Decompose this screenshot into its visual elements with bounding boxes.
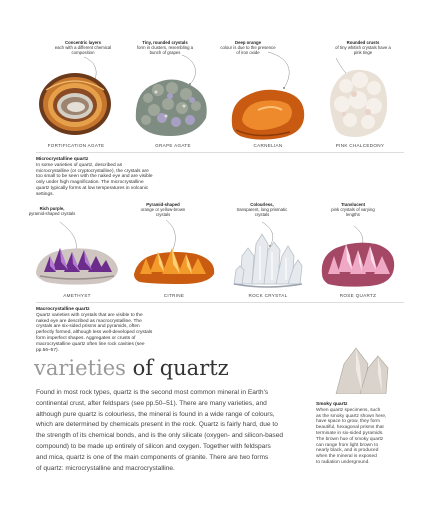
note-title: Deep orange bbox=[234, 40, 262, 45]
rock-crystal-image bbox=[232, 226, 304, 290]
note-text: form in clusters, resembling a bunch of grapes bbox=[136, 45, 194, 56]
heading-dark-part: of quartz bbox=[132, 356, 229, 380]
note-carnelian bbox=[220, 40, 276, 56]
label-fortification-agate: FORTIFICATION AGATE bbox=[47, 143, 105, 148]
note-rose-quartz bbox=[324, 202, 382, 218]
caption-title: Smoky quartz bbox=[316, 402, 348, 407]
note-text: each with a different chemical composition bbox=[54, 45, 112, 56]
heading-light-part: varieties bbox=[34, 356, 133, 380]
microcrystalline-section bbox=[36, 157, 156, 198]
fortification-agate-image bbox=[36, 70, 114, 138]
intro-line: although pure quartz is colourless, the mineral is found in a wide range of colours, bbox=[36, 410, 275, 418]
note-amethyst bbox=[26, 206, 78, 216]
note-title: Concentric layers bbox=[64, 40, 102, 45]
label-rock-crystal: ROCK CRYSTAL bbox=[248, 293, 288, 298]
label-pink-chalcedony: PINK CHALCEDONY bbox=[335, 143, 385, 148]
note-title: Rich purple, bbox=[39, 206, 65, 211]
caption-line: when the mineral is exposed bbox=[316, 454, 377, 460]
note-text: of tiny whitish crystals have a pink tinge bbox=[335, 45, 391, 56]
label-rose-quartz: ROSE QUARTZ bbox=[339, 293, 377, 298]
intro-line: compound) to be made up entirely of silicon and oxygen. Together with feldspars bbox=[36, 442, 271, 450]
intro-paragraph bbox=[36, 388, 316, 474]
note-title: Rounded crusts bbox=[346, 40, 380, 45]
intro-line: the strength of its chemical bonds, and is the only silicate (oxygen- and silicon-based bbox=[36, 432, 284, 440]
intro-line: Found in most rock types, quartz is the second most common mineral in Earth's bbox=[36, 389, 269, 396]
note-title: Tiny, rounded crystals bbox=[142, 40, 188, 45]
note-title: Translucent bbox=[340, 202, 366, 207]
label-carnelian: CARNELIAN bbox=[253, 143, 283, 148]
rose-quartz-image bbox=[318, 234, 398, 290]
caption-line: have space to grow, they form bbox=[316, 419, 380, 425]
note-text: pyramid-shaped crystals bbox=[28, 211, 76, 217]
macrocrystalline-section bbox=[36, 307, 156, 353]
amethyst-image bbox=[34, 238, 120, 288]
note-title: Colourless, bbox=[250, 202, 274, 207]
caption-line: can range from light brown to bbox=[316, 442, 379, 448]
divider bbox=[36, 302, 404, 303]
note-text: transparent, long prismatic crystals bbox=[236, 207, 288, 218]
caption-line: When quartz specimens, such bbox=[316, 407, 381, 413]
note-fortification-agate bbox=[52, 40, 114, 56]
note-text: orange or yellow-brown crystals bbox=[140, 207, 186, 218]
section-title: Microcrystalline quartz bbox=[36, 157, 89, 162]
smoky-quartz-caption bbox=[316, 402, 406, 466]
intro-line: which are determined by chemicals present in the rock. Quartz is fairly hard, due to bbox=[36, 421, 278, 429]
smoky-quartz-image bbox=[316, 340, 410, 394]
caption-line: nearly black, and is produced bbox=[316, 448, 379, 454]
note-title: Pyramid-shaped bbox=[146, 202, 180, 207]
label-grape-agate: GRAPE AGATE bbox=[155, 143, 191, 148]
caption-line: to radiation underground. bbox=[316, 459, 370, 465]
note-text: pink crystals of varying lengths bbox=[331, 207, 375, 218]
section-text: Quartz varieties with crystals that are visible to the naked eye are described as macrocrystalline. The crystals are six-sided prisms and pyramids, often perfectly formed, although less well-developed crystals form imperfect shapes. Aggregates or crusts of macrocrystalline quartz often line rock cavities (see pp.56–57). bbox=[36, 312, 153, 353]
caption-line: terminate in six-sided pyramids. bbox=[316, 430, 384, 436]
intro-line: continental crust, after feldspars (see pp.50–51). There are many varieties, and bbox=[36, 399, 267, 407]
note-grape-agate bbox=[133, 40, 197, 56]
caption-line: The brown hue of smoky quartz bbox=[316, 436, 384, 442]
note-citrine bbox=[134, 202, 192, 218]
note-pink-chalcedony bbox=[334, 40, 392, 56]
note-rock-crystal bbox=[233, 202, 291, 218]
grape-agate-image bbox=[130, 76, 212, 140]
intro-line: and mica, quartz is one of the main components of granite. There are two forms bbox=[36, 453, 269, 461]
note-text: colour is due to the presence of iron oxide bbox=[220, 45, 276, 56]
intro-line: of quartz: microcrystalline and macrocrystalline. bbox=[36, 464, 175, 472]
pink-chalcedony-image bbox=[324, 64, 392, 140]
divider bbox=[36, 152, 404, 153]
citrine-image bbox=[132, 240, 218, 288]
label-citrine: CITRINE bbox=[163, 293, 185, 298]
carnelian-image bbox=[228, 86, 308, 142]
page-heading bbox=[34, 356, 229, 380]
caption-line: as the smoky quartz shown here, bbox=[316, 413, 387, 419]
section-title: Macrocrystalline quartz bbox=[36, 307, 90, 312]
section-text: In some varieties of quartz, described as microcrystalline (or cryptocrystalline), the crystals are too small to be seen with the naked eye and are visible only under high magnification. The microcrystalline quartz typically forms at low temperatures in volcanic settings. bbox=[36, 162, 153, 197]
label-amethyst: AMETHYST bbox=[63, 293, 91, 298]
caption-line: beautiful, hexagonal prisms that bbox=[316, 425, 384, 431]
